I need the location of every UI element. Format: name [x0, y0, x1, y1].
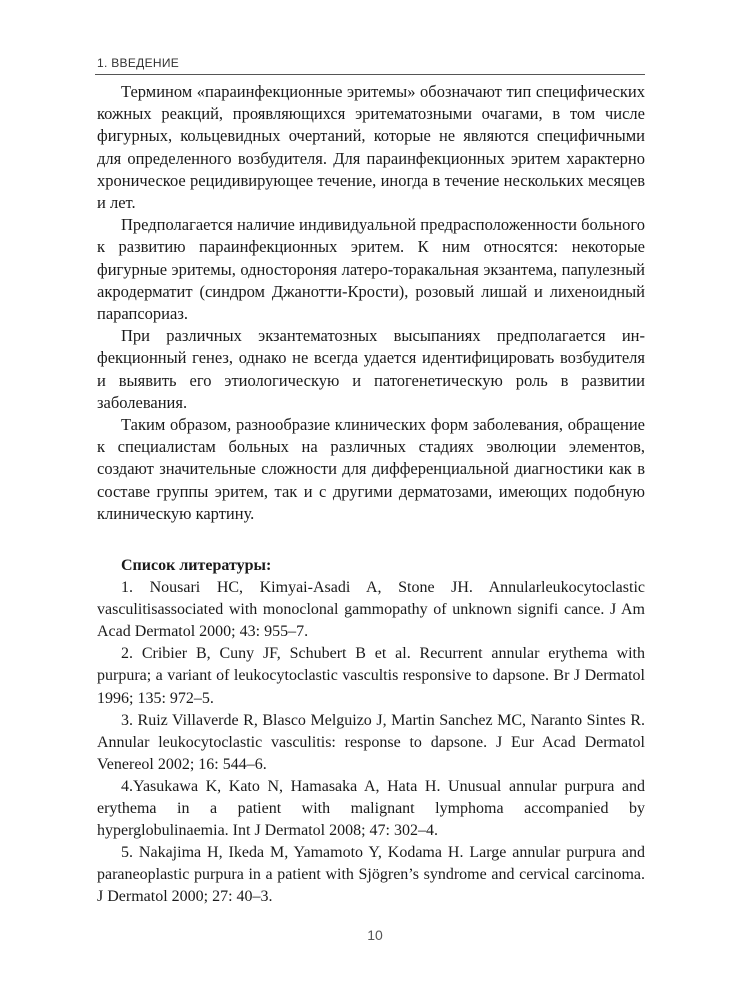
header-rule	[95, 74, 645, 75]
reference-item: 4.Yasukawa K, Kato N, Hamasaka A, Hata H. Unusual annular purpura and erythema in a patient with malignant lymphoma accompanied by hyperglobulinaemia. Int J Dermatol 2008; 47: 302–4.	[97, 777, 645, 840]
body-text	[97, 81, 645, 525]
reference-item: 3. Ruiz Villaverde R, Blasco Melguizo J, Martin Sanchez MC, Naranto Sintes R. Annular leukocytoclastic vasculitis: response to dapsone. J Eur Acad Dermatol Venereol 2002; 16: 544–6.	[97, 711, 645, 773]
body-paragraph: Предполагается наличие индивидуальной предрасположенности больного к развитию параинфекционных эритем. К ним относятся: некоторые фигурные эритемы, одностороняя латеро-торакальная экзантема, папулезный акродерматит (синдром Джанотти-Крости), розовый лишай и лихеноидный парапсориаз.	[97, 215, 645, 324]
reference-item: 5. Nakajima H, Ikeda M, Yamamoto Y, Kodama H. Large annular purpura and paraneoplastic purpura in a patient with Sjögren’s syndrome and cervical carcinoma. J Dermatol 2000; 27: 40–3.	[97, 844, 645, 906]
body-paragraph: Таким образом, разнообразие клинических форм заболевания, обращение к специалистам больных на различных стадиях эволюции элементов, создают значительные сложности для дифференциальной диагностики как в составе группы эритем, так и с другими дерматозами, имеющих подобную клиническую картину.	[97, 415, 645, 523]
running-head: 1. ВВЕДЕНИЕ	[97, 56, 180, 70]
body-paragraph: При различных экзантематозных высыпаниях предполагается инфекционный генез, однако не всегда удается идентифицировать возбудителя и выявить его этиологическую и патогенетическую роль в развитии заболевания.	[97, 326, 645, 412]
reference-item: 1. Nousari HC, Kimyai-Asadi A, Stone JH. Annularleukocytoclastic vasculitisassociated with monoclonal gammopathy of unknown signifi cance. J Am Acad Dermatol 2000; 43: 955–7.	[97, 579, 645, 641]
references-section	[97, 555, 645, 909]
references-heading: Список литературы:	[121, 557, 272, 574]
page-number: 10	[367, 927, 383, 943]
body-paragraph: Термином «параинфекционные эритемы» обозначают тип специфических кожных реакций, проявляющихся эритематозными очагами, в том числе фигурных, кольцевидных очертаний, которые не являются специфичными для определенного возбудителя. Для параинфекционных эритем характерно хроническое рецидивирующее течение, иногда в течение нескольких месяцев и лет.	[97, 82, 645, 213]
reference-item: 2. Cribier B, Cuny JF, Schubert B et al. Recurrent annular erythema with purpura; a variant of leukocytoclastic vascultis responsive to dapsone. Br J Dermatol 1996; 135: 972–5.	[97, 645, 645, 707]
